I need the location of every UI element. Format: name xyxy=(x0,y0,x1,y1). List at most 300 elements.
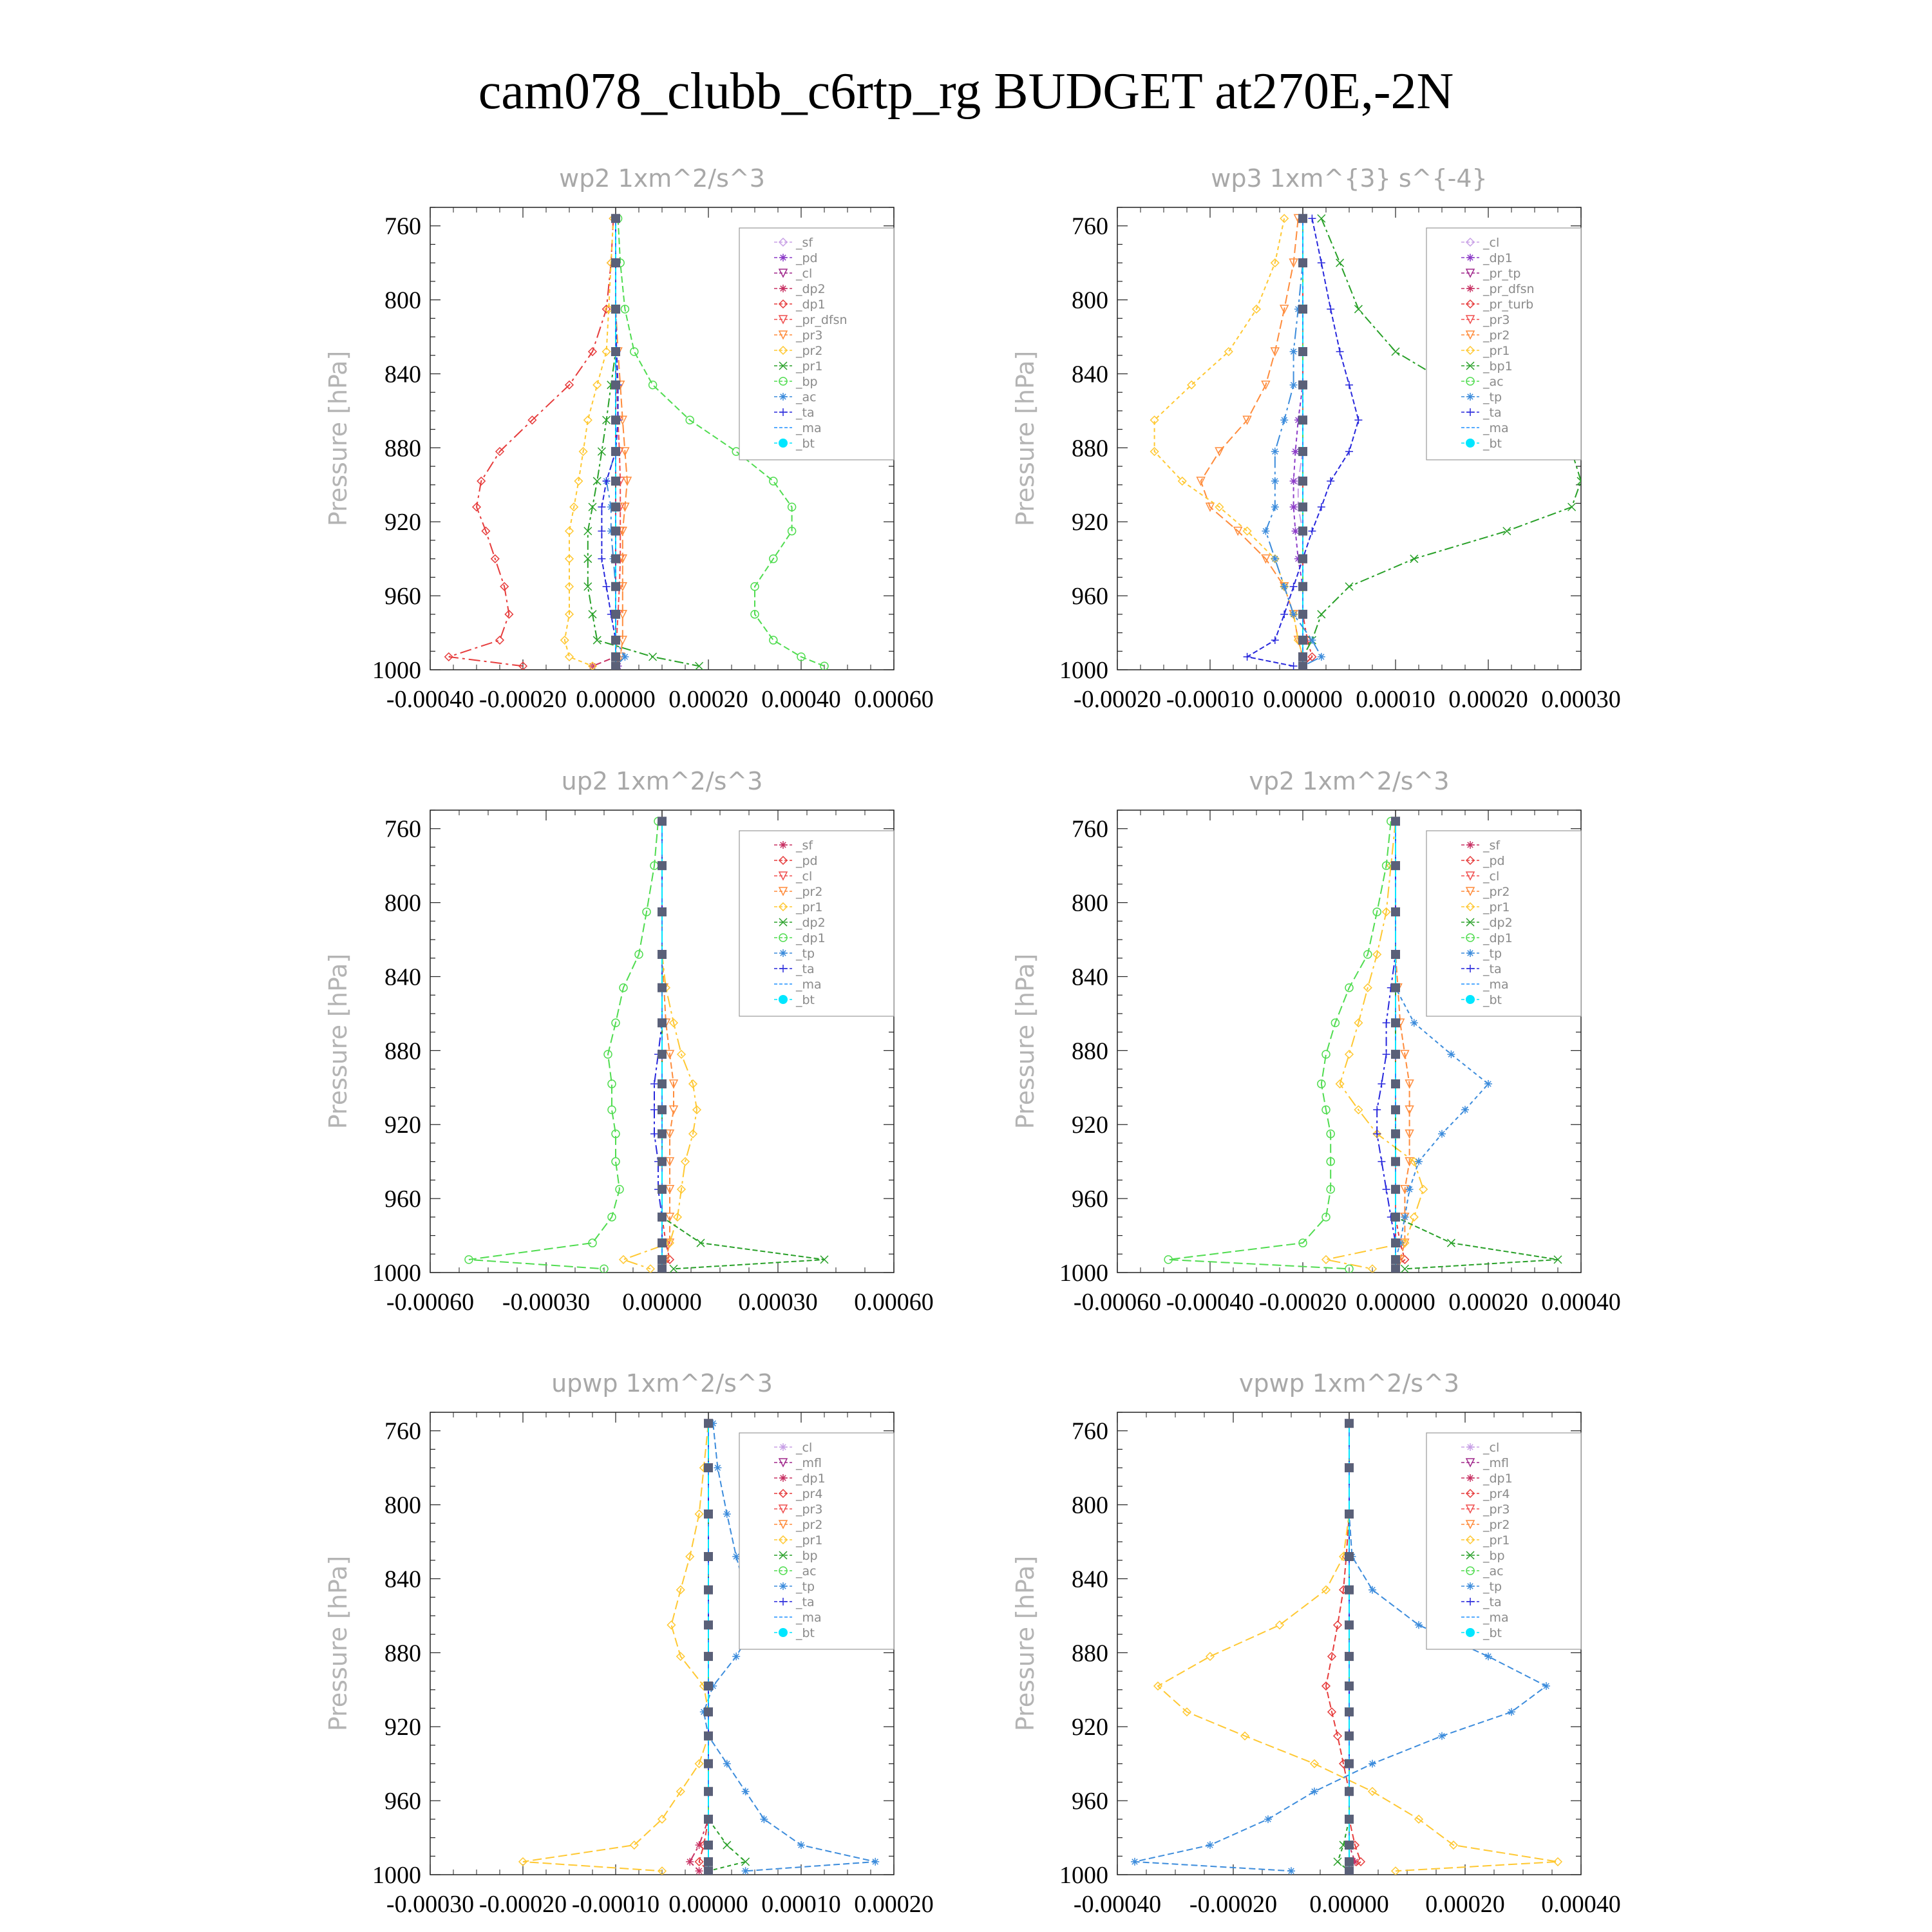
legend-label: _bt xyxy=(1483,993,1502,1007)
data-point-bt xyxy=(611,527,620,536)
legend-label: _pr3 xyxy=(796,328,823,343)
legend-label: _dp2 xyxy=(796,282,826,296)
data-point-bt xyxy=(1345,1866,1354,1875)
data-point xyxy=(1401,1213,1408,1221)
data-point xyxy=(1415,1621,1423,1629)
legend-label: _ta xyxy=(796,962,815,976)
y-tick-label: 1000 xyxy=(372,1862,421,1889)
data-point-bt xyxy=(1298,582,1307,591)
y-tick-label: 960 xyxy=(384,583,421,611)
y-tick-label: 800 xyxy=(1072,1492,1108,1519)
data-point-bt xyxy=(1345,1681,1354,1690)
y-tick-label: 1000 xyxy=(1059,657,1108,684)
legend-marker xyxy=(779,841,787,849)
legend-label: _mfl xyxy=(1483,1456,1509,1470)
legend-label: _pr2 xyxy=(1483,1518,1510,1532)
data-point-bt xyxy=(704,1707,713,1716)
legend-label: _cl xyxy=(1483,1441,1500,1455)
x-tick-label: -0.00020 xyxy=(1189,1891,1278,1918)
legend-marker xyxy=(1466,1474,1474,1482)
legend-marker xyxy=(1466,439,1475,448)
legend-label: _sf xyxy=(796,236,813,250)
legend-label: _tp xyxy=(796,947,815,961)
legend-label: _ma xyxy=(796,421,822,435)
legend-label: _pr_dfsn xyxy=(796,313,848,327)
x-tick-label: -0.00020 xyxy=(1073,686,1162,713)
data-point-bt xyxy=(1345,1463,1354,1472)
data-point xyxy=(732,1553,740,1560)
data-point-bt xyxy=(611,381,620,390)
legend-marker xyxy=(1466,949,1474,957)
data-point-bt xyxy=(1391,861,1400,870)
legend-label: _ta xyxy=(1483,1595,1502,1609)
data-point-bt xyxy=(658,1157,667,1166)
data-point-bt xyxy=(1345,1510,1354,1519)
y-tick-label: 880 xyxy=(1072,435,1108,462)
data-point-bt xyxy=(704,1759,713,1768)
data-point-bt xyxy=(1298,636,1307,645)
data-point-bt xyxy=(658,1264,667,1273)
legend-label: _ma xyxy=(796,978,822,992)
data-point xyxy=(1438,1130,1446,1138)
data-point-bt xyxy=(1298,214,1307,223)
data-point-bt xyxy=(704,1463,713,1472)
data-point-bt xyxy=(704,1732,713,1741)
y-tick-label: 1000 xyxy=(1059,1862,1108,1889)
legend-label: _dp1 xyxy=(1483,931,1513,945)
legend-marker xyxy=(779,1582,787,1590)
legend-label: _ac xyxy=(796,390,817,404)
legend-label: _pr4 xyxy=(796,1487,823,1501)
legend-marker xyxy=(1466,1628,1475,1637)
data-point-bt xyxy=(1391,1264,1400,1273)
y-tick-label: 960 xyxy=(1072,583,1108,611)
data-point-bt xyxy=(1298,305,1307,314)
legend-marker xyxy=(779,285,787,292)
legend-label: _ta xyxy=(796,406,815,420)
data-point xyxy=(1410,1019,1418,1027)
data-point-bt xyxy=(1391,1018,1400,1027)
legend-marker xyxy=(779,1474,787,1482)
x-tick-label: -0.00040 xyxy=(1166,1289,1255,1316)
data-point-bt xyxy=(1298,652,1307,661)
legend-label: _pr3 xyxy=(796,1502,823,1517)
legend-marker xyxy=(1466,393,1474,401)
data-point-bt xyxy=(658,1105,667,1114)
data-point-bt xyxy=(704,1419,713,1428)
data-point xyxy=(1280,583,1288,591)
y-tick-label: 880 xyxy=(384,435,421,462)
data-point-bt xyxy=(611,636,620,645)
data-point-bt xyxy=(704,1586,713,1595)
y-tick-label: 840 xyxy=(384,963,421,991)
y-tick-label: 880 xyxy=(1072,1037,1108,1065)
data-point xyxy=(1131,1858,1139,1866)
x-tick-label: -0.00030 xyxy=(386,1891,475,1918)
x-tick-label: 0.00000 xyxy=(576,686,656,713)
legend-label: _cl xyxy=(796,869,813,884)
x-tick-label: -0.00040 xyxy=(1073,1891,1162,1918)
x-tick-label: -0.00040 xyxy=(386,686,475,713)
data-point xyxy=(723,1510,731,1518)
panel-title: wp3 1xm^{3} s^{-4} xyxy=(1211,164,1488,193)
y-tick-label: 800 xyxy=(1072,287,1108,314)
legend-label: _cl xyxy=(1483,236,1500,250)
legend-label: _bp1 xyxy=(1483,359,1513,374)
data-point-bt xyxy=(1391,1238,1400,1247)
legend-marker xyxy=(1466,285,1474,292)
legend-marker xyxy=(779,254,787,261)
y-tick-label: 840 xyxy=(1072,963,1108,991)
data-point-bt xyxy=(658,817,667,826)
data-point xyxy=(1264,1815,1272,1823)
y-tick-label: 760 xyxy=(384,815,421,843)
data-point-bt xyxy=(658,1079,667,1088)
legend-label: _ta xyxy=(1483,406,1502,420)
legend-label: _ac xyxy=(1483,1564,1504,1578)
data-point xyxy=(732,1653,740,1660)
data-point-bt xyxy=(1345,1841,1354,1850)
legend-marker xyxy=(779,1443,787,1451)
data-point xyxy=(1291,448,1299,455)
legend-label: _pr_tp xyxy=(1483,267,1521,281)
x-tick-label: 0.00060 xyxy=(854,1289,934,1316)
x-tick-label: 0.00020 xyxy=(1425,1891,1505,1918)
data-point-bt xyxy=(611,258,620,267)
data-point-bt xyxy=(1391,983,1400,992)
data-point-bt xyxy=(1391,1255,1400,1264)
x-tick-label: 0.00000 xyxy=(1356,1289,1435,1316)
x-tick-label: 0.00000 xyxy=(622,1289,702,1316)
x-tick-label: 0.00010 xyxy=(1356,686,1435,713)
y-tick-label: 920 xyxy=(384,509,421,536)
y-tick-label: 920 xyxy=(1072,1112,1108,1139)
data-point-bt xyxy=(704,1652,713,1661)
legend-label: _pr3 xyxy=(1483,1502,1510,1517)
legend-label: _bt xyxy=(796,1626,815,1640)
data-point xyxy=(1447,1050,1455,1058)
data-point-bt xyxy=(1391,907,1400,916)
data-point-bt xyxy=(611,582,620,591)
legend xyxy=(1426,228,1581,460)
data-point-bt xyxy=(1345,1857,1354,1866)
panel-title: upwp 1xm^2/s^3 xyxy=(551,1369,773,1397)
legend-label: _pr1 xyxy=(1483,344,1510,358)
data-point xyxy=(1271,448,1279,455)
panel-title: wp2 1xm^2/s^3 xyxy=(559,164,765,193)
legend-label: _pd xyxy=(1483,854,1505,868)
data-point xyxy=(871,1858,879,1866)
data-point xyxy=(1406,1186,1414,1193)
data-point-bt xyxy=(611,477,620,486)
data-point-bt xyxy=(1345,1652,1354,1661)
data-point-bt xyxy=(611,305,620,314)
data-point-bt xyxy=(1391,1130,1400,1139)
data-point-bt xyxy=(1391,1185,1400,1194)
y-axis-label: Pressure [hPa] xyxy=(324,953,352,1130)
data-point-bt xyxy=(658,1238,667,1247)
data-point-bt xyxy=(658,907,667,916)
data-point xyxy=(1415,1158,1423,1166)
data-point xyxy=(1271,555,1279,563)
legend-label: _pr2 xyxy=(796,885,823,899)
data-point xyxy=(742,1867,750,1875)
data-point-bt xyxy=(1391,817,1400,826)
data-point xyxy=(797,1841,805,1849)
data-point-bt xyxy=(1345,1620,1354,1629)
data-point-bt xyxy=(704,1681,713,1690)
data-point-bt xyxy=(611,661,620,670)
y-axis-label: Pressure [hPa] xyxy=(324,1555,352,1732)
data-point-bt xyxy=(658,1050,667,1059)
data-point-bt xyxy=(1298,447,1307,456)
y-tick-label: 880 xyxy=(384,1037,421,1065)
legend-label: _pr2 xyxy=(1483,328,1510,343)
y-tick-label: 760 xyxy=(384,1417,421,1445)
legend-label: _pr4 xyxy=(1483,1487,1510,1501)
data-point-bt xyxy=(1391,1079,1400,1088)
data-point-bt xyxy=(1391,1105,1400,1114)
x-tick-label: 0.00000 xyxy=(1263,686,1343,713)
y-tick-label: 760 xyxy=(1072,815,1108,843)
panel-title: vp2 1xm^2/s^3 xyxy=(1249,767,1450,795)
legend-label: _ma xyxy=(796,1611,822,1625)
data-point-bt xyxy=(704,1787,713,1796)
panel-title: vpwp 1xm^2/s^3 xyxy=(1238,1369,1460,1397)
x-tick-label: 0.00030 xyxy=(1541,686,1621,713)
y-tick-label: 840 xyxy=(1072,1566,1108,1593)
data-point-bt xyxy=(1345,1815,1354,1824)
y-tick-label: 1000 xyxy=(1059,1260,1108,1287)
data-point-bt xyxy=(1391,1213,1400,1222)
data-point xyxy=(1461,1106,1469,1113)
x-tick-label: 0.00060 xyxy=(854,686,934,713)
data-point-bt xyxy=(704,1552,713,1561)
y-axis-label: Pressure [hPa] xyxy=(324,350,352,527)
legend xyxy=(1426,831,1581,1016)
data-point-bt xyxy=(611,554,620,564)
legend-label: _dp1 xyxy=(796,1472,826,1486)
legend-label: _dp2 xyxy=(796,916,826,930)
data-point xyxy=(760,1815,768,1823)
data-point-bt xyxy=(1298,381,1307,390)
legend-label: _pr1 xyxy=(1483,1533,1510,1548)
legend-label: _tp xyxy=(796,1580,815,1594)
data-point-bt xyxy=(1298,661,1307,670)
y-tick-label: 960 xyxy=(1072,1788,1108,1815)
y-tick-label: 880 xyxy=(384,1640,421,1667)
data-point-bt xyxy=(1345,1707,1354,1716)
data-point xyxy=(696,1867,703,1875)
y-tick-label: 800 xyxy=(384,287,421,314)
data-point-bt xyxy=(1298,554,1307,564)
legend-label: _ta xyxy=(796,1595,815,1609)
data-point-bt xyxy=(1391,1157,1400,1166)
data-point xyxy=(1438,1732,1446,1740)
legend-label: _pd xyxy=(796,251,818,265)
x-tick-label: -0.00010 xyxy=(571,1891,660,1918)
y-tick-label: 1000 xyxy=(372,1260,421,1287)
panel-title: up2 1xm^2/s^3 xyxy=(561,767,763,795)
y-tick-label: 800 xyxy=(1072,889,1108,917)
x-tick-label: 0.00030 xyxy=(738,1289,818,1316)
x-tick-label: -0.00060 xyxy=(386,1289,475,1316)
y-tick-label: 920 xyxy=(1072,1714,1108,1741)
legend-label: _pr2 xyxy=(796,344,823,358)
data-point-bt xyxy=(611,415,620,424)
data-point-bt xyxy=(1391,1050,1400,1059)
legend-label: _bt xyxy=(1483,1626,1502,1640)
legend-label: _tp xyxy=(1483,1580,1502,1594)
legend-label: _dp1 xyxy=(796,931,826,945)
legend-label: _tp xyxy=(1483,390,1502,404)
legend-label: _cl xyxy=(796,1441,813,1455)
x-tick-label: 0.00010 xyxy=(761,1891,841,1918)
legend-marker xyxy=(1466,995,1475,1004)
data-point-bt xyxy=(1345,1732,1354,1741)
y-tick-label: 960 xyxy=(1072,1186,1108,1213)
data-point-bt xyxy=(1298,502,1307,511)
data-point-bt xyxy=(658,1185,667,1194)
y-tick-label: 840 xyxy=(384,1566,421,1593)
y-tick-label: 880 xyxy=(1072,1640,1108,1667)
data-point-bt xyxy=(704,1841,713,1850)
y-tick-label: 760 xyxy=(1072,213,1108,240)
data-point xyxy=(1484,1080,1492,1088)
data-point-bt xyxy=(704,1857,713,1866)
y-tick-label: 840 xyxy=(384,361,421,388)
data-point-bt xyxy=(1298,527,1307,536)
legend-label: _bp xyxy=(796,1549,818,1563)
legend-label: _pr2 xyxy=(796,1518,823,1532)
legend-label: _pr_dfsn xyxy=(1483,282,1535,296)
y-tick-label: 840 xyxy=(1072,361,1108,388)
legend-label: _sf xyxy=(1483,838,1501,853)
data-point-bt xyxy=(1298,477,1307,486)
x-tick-label: -0.00030 xyxy=(502,1289,591,1316)
legend-label: _ac xyxy=(796,1564,817,1578)
x-tick-label: 0.00000 xyxy=(668,1891,748,1918)
data-point-bt xyxy=(1298,415,1307,424)
legend-marker xyxy=(1466,1582,1474,1590)
data-point-bt xyxy=(1345,1586,1354,1595)
legend-marker xyxy=(779,393,787,401)
legend-marker xyxy=(1466,841,1474,849)
legend-marker xyxy=(779,1628,788,1637)
x-tick-label: 0.00040 xyxy=(1541,1289,1621,1316)
data-point xyxy=(1311,1788,1318,1795)
data-point xyxy=(1508,1708,1515,1716)
data-point xyxy=(1290,348,1298,355)
y-tick-label: 960 xyxy=(384,1186,421,1213)
data-point xyxy=(696,1841,703,1849)
data-point-bt xyxy=(658,1130,667,1139)
x-tick-label: 0.00020 xyxy=(668,686,748,713)
legend-label: _pr3 xyxy=(1483,313,1510,327)
legend-marker xyxy=(1466,254,1474,261)
data-point-bt xyxy=(1345,1759,1354,1768)
data-point-bt xyxy=(658,1213,667,1222)
data-point-bt xyxy=(611,447,620,456)
y-tick-label: 920 xyxy=(1072,509,1108,536)
data-point xyxy=(1368,1586,1376,1594)
data-point-bt xyxy=(611,214,620,223)
legend-label: _dp1 xyxy=(1483,1472,1513,1486)
data-point-bt xyxy=(611,652,620,661)
legend-label: _tp xyxy=(1483,947,1502,961)
data-point xyxy=(742,1788,750,1795)
legend-label: _pr_turb xyxy=(1483,298,1534,312)
legend-label: _bp xyxy=(796,375,818,389)
y-tick-label: 800 xyxy=(384,889,421,917)
legend xyxy=(1426,1433,1581,1649)
x-tick-label: -0.00020 xyxy=(478,1891,567,1918)
legend-marker xyxy=(1466,1443,1474,1451)
data-point-bt xyxy=(658,950,667,959)
data-point xyxy=(1484,1653,1492,1660)
data-point-bt xyxy=(611,502,620,511)
figure-title: cam078_clubb_c6rtp_rg BUDGET at270E,-2N xyxy=(478,63,1454,120)
data-point-bt xyxy=(1298,610,1307,619)
data-point-bt xyxy=(704,1815,713,1824)
legend-label: _ma xyxy=(1483,1611,1509,1625)
legend-label: _pd xyxy=(796,854,818,868)
data-point-bt xyxy=(611,610,620,619)
data-point-bt xyxy=(1391,950,1400,959)
data-point xyxy=(1206,1841,1214,1849)
y-tick-label: 760 xyxy=(384,213,421,240)
data-point-bt xyxy=(704,1866,713,1875)
legend-label: _cl xyxy=(796,267,813,281)
legend-label: _pr1 xyxy=(1483,900,1510,914)
x-tick-label: 0.00040 xyxy=(761,686,841,713)
x-tick-label: 0.00020 xyxy=(854,1891,934,1918)
legend-label: _bt xyxy=(796,993,815,1007)
legend-label: _dp2 xyxy=(1483,916,1513,930)
data-point xyxy=(1368,1760,1376,1768)
x-tick-label: 0.00040 xyxy=(1541,1891,1621,1918)
data-point-bt xyxy=(1345,1552,1354,1561)
data-point xyxy=(723,1760,731,1768)
data-point-bt xyxy=(1345,1419,1354,1428)
legend-label: _pr2 xyxy=(1483,885,1510,899)
legend-label: _cl xyxy=(1483,869,1500,884)
legend-label: _ta xyxy=(1483,962,1502,976)
y-tick-label: 920 xyxy=(384,1714,421,1741)
legend-label: _ma xyxy=(1483,978,1509,992)
legend-label: _mfl xyxy=(796,1456,822,1470)
data-point-bt xyxy=(1345,1787,1354,1796)
data-point-bt xyxy=(658,861,667,870)
x-tick-label: 0.00000 xyxy=(1309,1891,1389,1918)
data-point xyxy=(1287,1867,1295,1875)
legend-label: _bt xyxy=(1483,437,1502,451)
legend-label: _pr1 xyxy=(796,1533,823,1548)
x-tick-label: -0.00020 xyxy=(478,686,567,713)
x-tick-label: -0.00010 xyxy=(1166,686,1255,713)
x-tick-label: -0.00060 xyxy=(1073,1289,1162,1316)
legend-marker xyxy=(779,995,788,1004)
y-tick-label: 920 xyxy=(384,1112,421,1139)
data-point-bt xyxy=(1298,258,1307,267)
data-point-bt xyxy=(658,983,667,992)
legend-label: _bp xyxy=(1483,1549,1505,1563)
x-tick-label: 0.00020 xyxy=(1448,686,1528,713)
y-tick-label: 800 xyxy=(384,1492,421,1519)
legend-marker xyxy=(779,949,787,957)
y-tick-label: 960 xyxy=(384,1788,421,1815)
legend-label: _pr1 xyxy=(796,359,823,374)
